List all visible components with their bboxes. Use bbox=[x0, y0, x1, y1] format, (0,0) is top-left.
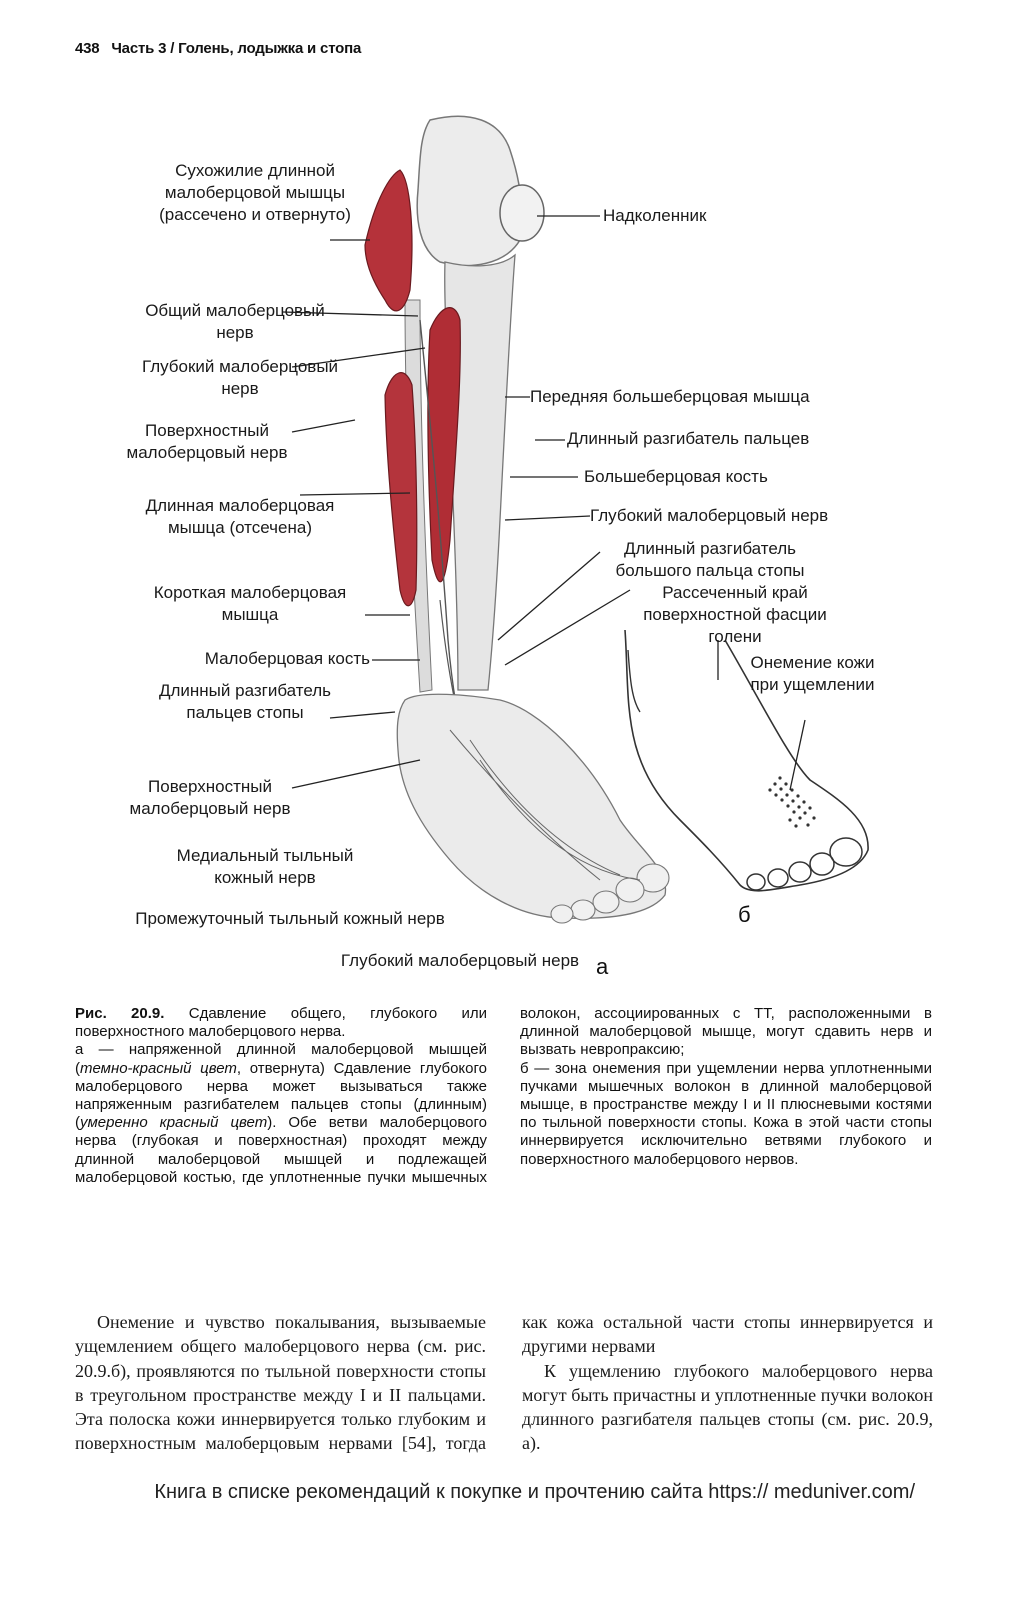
peroneus-longus-reflected bbox=[365, 170, 412, 311]
label-peroneus-longus-tendon: Сухожилие длинной малоберцовой мышцы (рассечено и отвернуто) bbox=[159, 161, 351, 224]
leader-lines bbox=[283, 216, 805, 790]
body-paragraph-1: Онемение и чувство покалывания, вызываемые ущемлением общего малоберцового нерва (см. рис. 20.9.б), проявляются по тыльной поверхности стопы в треугольном пространстве между I и II пальцами. Эта полоска кожи иннервируется только глубоким и поверхностным малоберцовым нервами [54], тогда как кожа остальной части стопы иннервируется и другими нервами bbox=[75, 1312, 933, 1454]
panel-a-letter: а bbox=[596, 954, 609, 979]
label-intermediate-dorsal-cutaneous-nerve: Промежуточный тыльный кожный нерв bbox=[135, 909, 445, 928]
label-tibia: Большеберцовая кость bbox=[584, 467, 768, 486]
running-title: Часть 3 / Голень, лодыжка и стопа bbox=[111, 40, 362, 57]
body-text bbox=[75, 1310, 933, 1480]
footer-note: Книга в списке рекомендаций к покупке и прочтению сайта https:// meduniver.com/ bbox=[154, 1481, 915, 1503]
caption-b-part: б — зона онемения при ущемлении нерва уплотненными пучками мышечных волокон в длинной малоберцовой мышце, в пространстве между I и II плюсневыми костями по тыльной поверхности стопы. Кожа в этой части стопы иннервируется исключительно ветвями глубокого и поверхностного малоберцового нервов. bbox=[520, 1059, 932, 1168]
femur-shape bbox=[417, 116, 522, 265]
label-patella: Надколенник bbox=[603, 206, 707, 225]
panel-b-letter: б bbox=[738, 902, 751, 927]
page-number: 438 bbox=[75, 40, 100, 57]
caption-fig-id: Рис. 20.9. bbox=[75, 1005, 165, 1022]
peroneus-longus-cut bbox=[385, 373, 417, 606]
figure-caption bbox=[75, 1005, 932, 1241]
caption-a-part3: ). Обе ветви малоберцового нерва (глубокая и поверхностная) проходят между длинной малоберцовой мышцей и подлежащей малоберцовой костью, где уплотненные пучки мышечных волокон, ассоциированных с ТТ, расположенными в длинной малоберцовой мышце, могут сдавить нерв и вызвать невропраксию; bbox=[75, 1005, 932, 1186]
toes-b bbox=[747, 838, 862, 890]
caption-a-part2: , отвернута) Сдавление глубокого малоберцового нерва может вызываться также напряженным разгибателем пальцев стопы (длинным) ( bbox=[75, 1059, 487, 1132]
label-deep-peroneal-nerve-right: Глубокий малоберцовый нерв bbox=[590, 506, 829, 525]
label-extensor-hallucis-longus: Длинный разгибатель большого пальца стопы bbox=[615, 539, 805, 580]
label-numbness-zone: Онемение кожи при ущемлении bbox=[750, 653, 875, 694]
caption-a-italic1: темно-красный цвет bbox=[80, 1059, 237, 1077]
patella-shape bbox=[500, 185, 544, 241]
caption-title: Сдавление общего, глубокого или поверхностного малоберцового нерва. bbox=[75, 1005, 488, 1041]
label-deep-peroneal-nerve-2: Глубокий малоберцовый нерв bbox=[340, 951, 580, 970]
label-superficial-peroneal-nerve: Поверхностный малоберцовый нерв bbox=[126, 421, 288, 462]
label-extensor-digitorum-longus: Длинный разгибатель пальцев стопы bbox=[158, 681, 332, 722]
label-common-peroneal-nerve: Общий малоберцовый нерв bbox=[145, 301, 325, 342]
label-crural-fascia-edge: Рассеченный край поверхностной фасции голени bbox=[643, 583, 827, 646]
label-peroneus-longus-cut: Длинная малоберцовая мышца (отсечена) bbox=[145, 496, 335, 537]
body-paragraph-2: К ущемлению глубокого малоберцового нерва могут быть причастны и уплотненные пучки волокон длинного разгибателя пальцев стопы (см. рис. 20.9, а). bbox=[522, 1360, 933, 1454]
label-extensor-digitorum: Длинный разгибатель пальцев bbox=[567, 429, 810, 448]
label-peroneus-brevis: Короткая малоберцовая мышца bbox=[153, 583, 347, 624]
foot-b-inner-line bbox=[628, 650, 640, 712]
label-medial-dorsal-cutaneous-nerve: Медиальный тыльный кожный нерв bbox=[176, 846, 354, 887]
caption-a-italic2: умеренно красный цвет bbox=[80, 1114, 268, 1132]
label-fibula: Малоберцовая кость bbox=[204, 649, 370, 668]
label-deep-peroneal-nerve: Глубокий малоберцовый нерв bbox=[141, 357, 339, 398]
caption-a-part1: а — напряженной длинной малоберцовой мышцей ( bbox=[75, 1041, 487, 1077]
label-tibialis-anterior: Передняя большеберцовая мышца bbox=[530, 387, 810, 406]
label-superficial-peroneal-nerve-2: Поверхностный малоберцовый нерв bbox=[129, 777, 291, 818]
numbness-zone bbox=[768, 776, 815, 827]
